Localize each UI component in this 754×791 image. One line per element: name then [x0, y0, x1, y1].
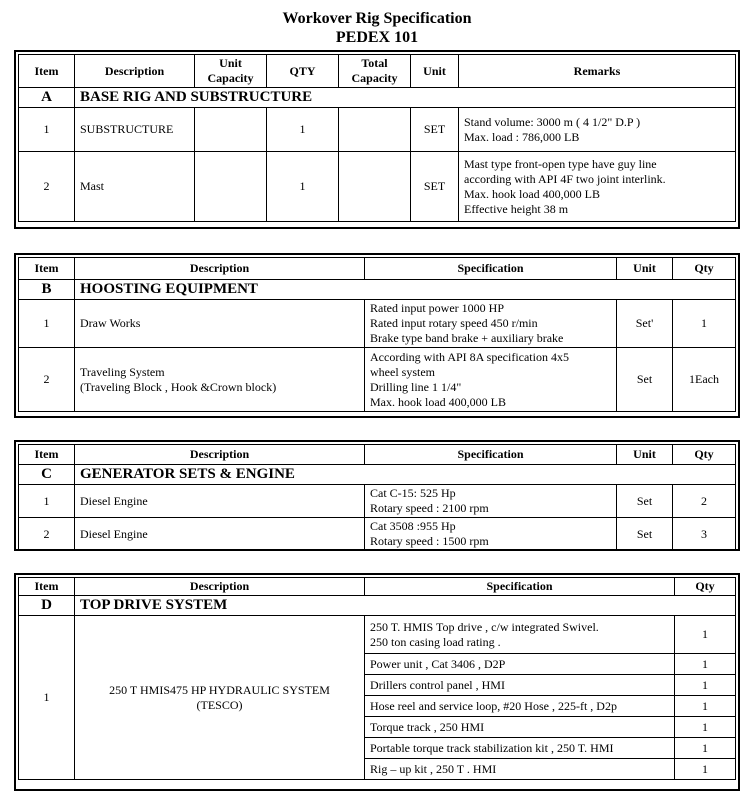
item-cell: 1: [19, 300, 75, 348]
specification-cell: Portable torque track stabilization kit , 250 T. HMI: [365, 738, 675, 759]
qty-cell: 1: [675, 675, 736, 696]
header-cell: QTY: [267, 55, 339, 88]
qty-cell: 1: [675, 696, 736, 717]
qty-cell: 2: [673, 485, 736, 518]
section-letter: C: [19, 465, 75, 485]
qty-cell: 1: [673, 300, 736, 348]
specification-cell: Rig – up kit , 250 T . HMI: [365, 759, 675, 780]
header-cell: Item: [19, 55, 75, 88]
description-cell: Draw Works: [75, 300, 365, 348]
header-cell: Specification: [365, 445, 617, 465]
description-cell: SUBSTRUCTURE: [75, 108, 195, 152]
header-cell: Description: [75, 445, 365, 465]
table-top-drive-box: [14, 573, 740, 791]
table-top-drive: [18, 577, 736, 780]
description-cell: Diesel Engine: [75, 485, 365, 518]
section-letter: D: [19, 596, 75, 616]
header-cell: Item: [19, 445, 75, 465]
header-cell: Qty: [673, 445, 736, 465]
table-row: [19, 152, 736, 222]
remarks-cell: Mast type front-open type have guy line according with API 4F two joint interlink. Max. hook load 400,000 LB Effective height 38 m: [459, 152, 736, 222]
section-letter: A: [19, 88, 75, 108]
table-generator: [18, 444, 736, 551]
unit-cell: Set: [617, 485, 673, 518]
header-cell: Item: [19, 578, 75, 596]
header-cell: Description: [75, 578, 365, 596]
item-cell: 2: [19, 518, 75, 551]
table-row: [19, 616, 736, 654]
description-cell: Diesel Engine: [75, 518, 365, 551]
specification-cell: According with API 8A specification 4x5 wheel system Drilling line 1 1/4" Max. hook load 400,000 LB: [365, 348, 617, 412]
unit-cell: Set': [617, 300, 673, 348]
item-cell: 1: [19, 616, 75, 780]
section-row: [19, 596, 736, 616]
unit-cell: Set: [617, 348, 673, 412]
section-row: [19, 88, 736, 108]
qty-cell: 1: [675, 759, 736, 780]
specification-cell: Cat 3508 :955 Hp Rotary speed : 1500 rpm: [365, 518, 617, 551]
table-base-rig: [18, 54, 736, 222]
description-cell: 250 T HMIS475 HP HYDRAULIC SYSTEM (TESCO): [75, 616, 365, 780]
section-row: [19, 280, 736, 300]
table-header-row: [19, 445, 736, 465]
section-letter: B: [19, 280, 75, 300]
specification-cell: Rated input power 1000 HP Rated input rotary speed 450 r/min Brake type band brake + auxiliary brake: [365, 300, 617, 348]
total-capacity-cell: [339, 152, 411, 222]
header-cell: Specification: [365, 578, 675, 596]
header-cell: Description: [75, 258, 365, 280]
unit-capacity-cell: [195, 108, 267, 152]
table-row: [19, 348, 736, 412]
item-cell: 1: [19, 108, 75, 152]
section-title: HOOSTING EQUIPMENT: [75, 280, 736, 300]
table-base-rig-box: [14, 50, 740, 229]
table-header-row: [19, 578, 736, 596]
header-cell: Qty: [675, 578, 736, 596]
table-header-row: [19, 258, 736, 280]
specification-cell: Torque track , 250 HMI: [365, 717, 675, 738]
total-capacity-cell: [339, 108, 411, 152]
header-cell: Unit Capacity: [195, 55, 267, 88]
qty-cell: 1: [267, 108, 339, 152]
table-header-row: [19, 55, 736, 88]
table-row: [19, 485, 736, 518]
document-subtitle: PEDEX 101: [335, 29, 419, 46]
document-title: Workover Rig Specification: [282, 10, 472, 27]
unit-cell: Set: [617, 518, 673, 551]
description-cell: Traveling System (Traveling Block , Hook &Crown block): [75, 348, 365, 412]
header-cell: Item: [19, 258, 75, 280]
header-cell: Qty: [673, 258, 736, 280]
specification-cell: Drillers control panel , HMI: [365, 675, 675, 696]
specification-cell: Power unit , Cat 3406 , D2P: [365, 654, 675, 675]
section-title: BASE RIG AND SUBSTRUCTURE: [75, 88, 736, 108]
table-row: [19, 518, 736, 551]
section-row: [19, 465, 736, 485]
table-row: [19, 300, 736, 348]
header-cell: Description: [75, 55, 195, 88]
qty-cell: 1: [675, 654, 736, 675]
qty-cell: 1: [675, 616, 736, 654]
specification-cell: 250 T. HMIS Top drive , c/w integrated Swivel. 250 ton casing load rating .: [365, 616, 675, 654]
header-cell: Total Capacity: [339, 55, 411, 88]
description-cell: Mast: [75, 152, 195, 222]
item-cell: 2: [19, 348, 75, 412]
table-row: [19, 108, 736, 152]
qty-cell: 3: [673, 518, 736, 551]
unit-capacity-cell: [195, 152, 267, 222]
header-cell: Unit: [617, 445, 673, 465]
section-title: TOP DRIVE SYSTEM: [75, 596, 736, 616]
table-hoisting-box: [14, 253, 740, 418]
remarks-cell: Stand volume: 3000 m ( 4 1/2" D.P ) Max. load : 786,000 LB: [459, 108, 736, 152]
header-cell: Unit: [617, 258, 673, 280]
qty-cell: 1: [267, 152, 339, 222]
qty-cell: 1: [675, 717, 736, 738]
specification-cell: Hose reel and service loop, #20 Hose , 225-ft , D2p: [365, 696, 675, 717]
specification-cell: Cat C-15: 525 Hp Rotary speed : 2100 rpm: [365, 485, 617, 518]
qty-cell: 1Each: [673, 348, 736, 412]
header-cell: Remarks: [459, 55, 736, 88]
qty-cell: 1: [675, 738, 736, 759]
table-generator-box: [14, 440, 740, 551]
item-cell: 1: [19, 485, 75, 518]
unit-cell: SET: [411, 152, 459, 222]
header-cell: Specification: [365, 258, 617, 280]
header-cell: Unit: [411, 55, 459, 88]
section-title: GENERATOR SETS & ENGINE: [75, 465, 736, 485]
table-hoisting: [18, 257, 736, 412]
unit-cell: SET: [411, 108, 459, 152]
item-cell: 2: [19, 152, 75, 222]
